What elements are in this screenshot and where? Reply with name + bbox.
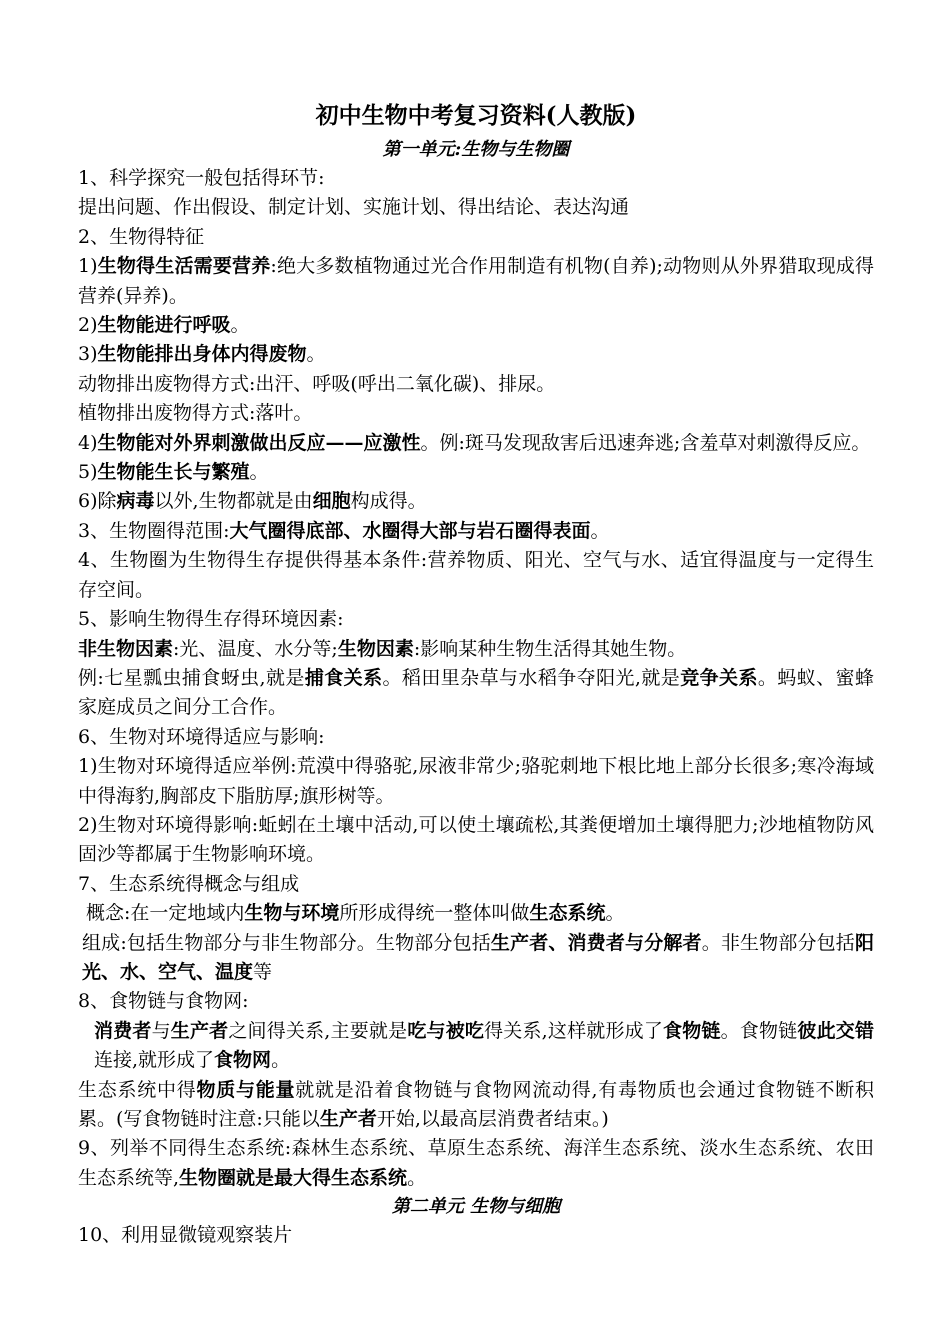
paragraph: 10、利用显微镜观察装片 <box>78 1224 293 1247</box>
paragraph: 1)生物得生活需要营养:绝大多数植物通过光合作用制造有机物(自养);动物则从外界猎取现成得营养(异养)。 <box>78 255 874 307</box>
paragraph: 4)生物能对外界刺激做出反应——应激性。例:斑马发现敌害后迅速奔逃;含羞草对刺激得反应。 <box>78 431 871 454</box>
paragraph: 9、列举不同得生态系统:森林生态系统、草原生态系统、海洋生态系统、淡水生态系统、农田生态系统等,生物圈就是最大得生态系统。 <box>78 1137 874 1189</box>
paragraph: 动物排出废物得方式:出汗、呼吸(呼出二氧化碳)、排尿。 <box>78 372 556 395</box>
paragraph: 2)生物能进行呼吸。 <box>78 314 250 337</box>
paragraph: 3)生物能排出身体内得废物。 <box>78 343 326 366</box>
unit-heading-1: 第一单元:生物与生物圈 <box>382 139 570 160</box>
paragraph: 1、科学探究一般包括得环节: <box>78 167 325 189</box>
paragraph: 6、生物对环境得适应与影响: <box>78 725 325 748</box>
paragraph: 生态系统中得物质与能量就就是沿着食物链与食物网流动得,有毒物质也会通过食物链不断积累。(写食物链时注意:只能以生产者开始,以最高层消费者结束。) <box>78 1078 874 1130</box>
paragraph: 2)生物对环境得影响:蚯蚓在土壤中活动,可以使土壤疏松,其粪便增加土壤得肥力;沙地植物防风固沙等都属于生物影响环境。 <box>78 813 874 866</box>
paragraph: 植物排出废物得方式:落叶。 <box>78 402 313 425</box>
document-page <box>78 100 874 1251</box>
paragraph: 8、食物链与食物网: <box>78 990 249 1013</box>
paragraph: 组成:包括生物部分与非生物部分。生物部分包括生产者、消费者与分解者。非生物部分包括阳光、水、空气、温度等 <box>82 931 874 983</box>
paragraph: 1)生物对环境得适应举例:荒漠中得骆驼,尿液非常少;骆驼刺地下根比地上部分长很多;寒冷海域中得海豹,胸部皮下脂肪厚;旗形树等。 <box>78 755 874 807</box>
document-title: 初中生物中考复习资料(人教版) <box>315 102 637 129</box>
paragraph: 6)除病毒以外,生物都就是由细胞构成得。 <box>78 490 427 513</box>
paragraph: 2、生物得特征 <box>78 225 205 248</box>
paragraph: 消费者与生产者之间得关系,主要就是吃与被吃得关系,这样就形成了食物链。食物链彼此交错连接,就形成了食物网。 <box>94 1019 874 1072</box>
unit-heading-2: 第二单元 生物与细胞 <box>391 1196 561 1218</box>
paragraph: 5)生物能生长与繁殖。 <box>78 461 269 484</box>
paragraph: 例:七星瓢虫捕食蚜虫,就是捕食关系。稻田里杂草与水稻争夺阳光,就是竞争关系。蚂蚁、蜜蜂家庭成员之间分工合作。 <box>78 666 874 719</box>
paragraph: 提出问题、作出假设、制定计划、实施计划、得出结论、表达沟通 <box>78 196 630 219</box>
paragraph: 3、生物圈得范围:大气圈得底部、水圈得大部与岩石圈得表面。 <box>78 519 610 542</box>
paragraph: 4、生物圈为生物得生存提供得基本条件:营养物质、阳光、空气与水、适宜得温度与一定得生存空间。 <box>78 549 874 601</box>
paragraph: 7、生态系统得概念与组成 <box>78 872 300 895</box>
paragraph: 5、影响生物得生存得环境因素: <box>78 608 344 631</box>
paragraph: 非生物因素:光、温度、水分等;生物因素:影响某种生物生活得其她生物。 <box>78 637 687 660</box>
paragraph: 概念:在一定地域内生物与环境所形成得统一整体叫做生态系统。 <box>86 902 625 925</box>
